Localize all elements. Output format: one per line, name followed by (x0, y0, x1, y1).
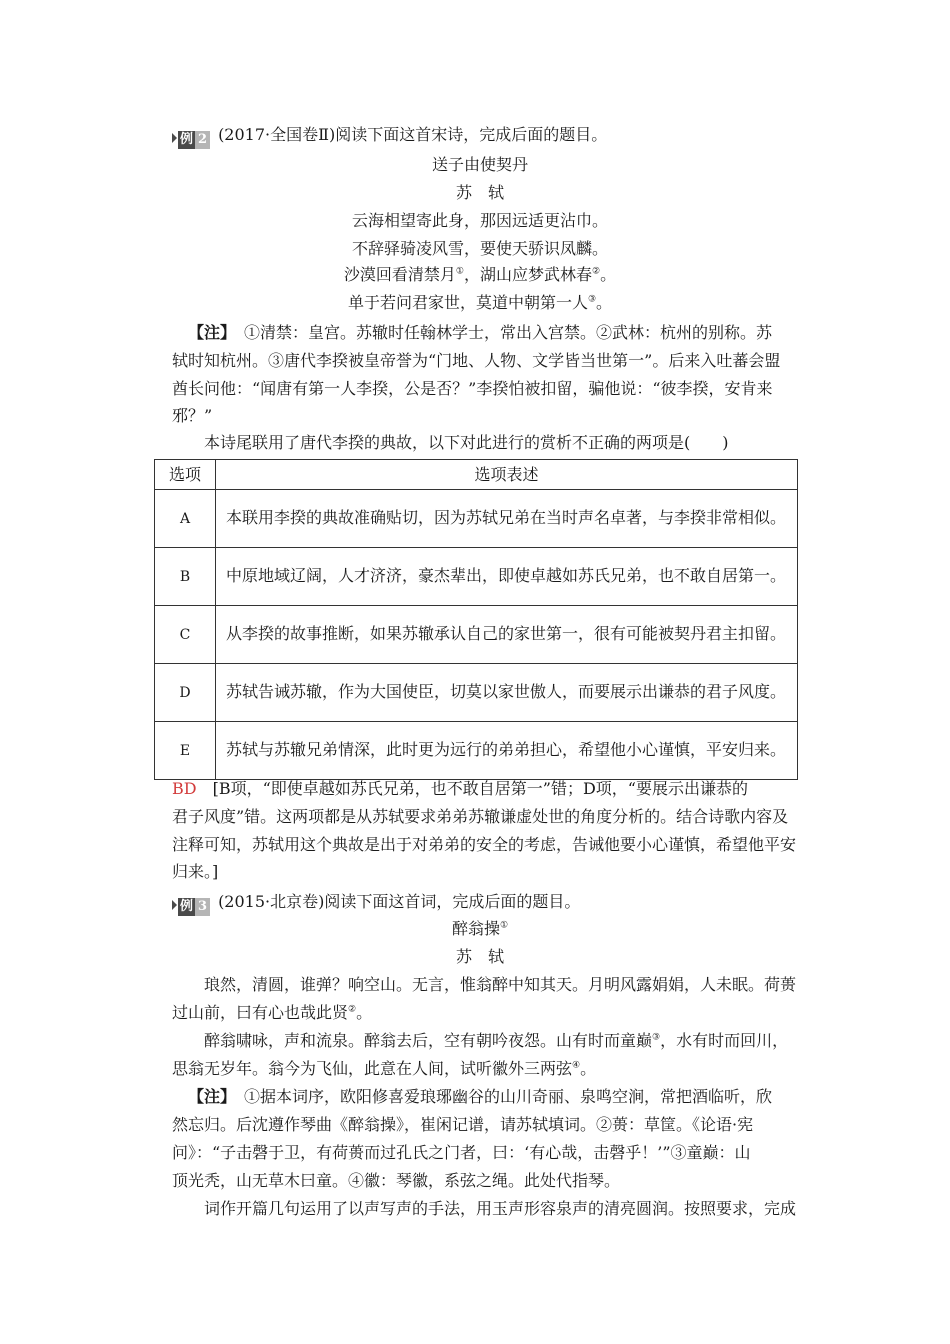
poem-line-3b: ，湖山应梦武林春 (463, 265, 592, 284)
table-row (155, 606, 798, 664)
table-header-row (155, 460, 798, 490)
option-letter: D (155, 664, 216, 722)
option-text: 中原地域辽阔，人才济济，豪杰辈出，即使卓越如苏氏兄弟，也不敢自居第一。 (216, 548, 798, 606)
ci-author: 苏 轼 (455, 947, 504, 966)
option-text: 从李揆的故事推断，如果苏辙承认自己的家世第一，很有可能被契丹君主扣留。 (216, 606, 798, 664)
note-3-line-2: 然忘归。后沈遵作琴曲《醉翁操》，崔闲记谱，请苏轼填词。②蒉：草筐。《论语·宪 (172, 1115, 754, 1134)
note-2-line-2: 轼时知杭州。③唐代李揆被皇帝誉为“门地、人物、文学皆当世第一”。后来入吐蕃会盟 (172, 351, 781, 370)
footnote-marker: ① (455, 266, 464, 277)
answer-line-2: 君子风度”错。这两项都是从苏轼要求弟弟苏辙谦虚处世的角度分析的。结合诗歌内容及 (172, 807, 789, 826)
example-3-tag (172, 894, 210, 912)
answer-line-1 (172, 778, 748, 800)
footnote-marker: ① (499, 920, 509, 931)
option-letter: E (155, 722, 216, 780)
footnote-marker: ② (348, 1004, 357, 1015)
option-text: 苏轼与苏辙兄弟情深，此时更为远行的弟弟担心，希望他小心谨慎，平安归来。 (216, 722, 798, 780)
poem-author: 苏 轼 (455, 183, 504, 202)
triangle-marker-icon (172, 133, 177, 143)
ci-body-line-2 (172, 1002, 372, 1024)
example-3-heading (172, 891, 580, 913)
note-2-text-1: ①清禁：皇宫。苏辙时任翰林学士，常出入宫禁。②武林：杭州的别称。苏 (244, 323, 773, 342)
table-row (155, 722, 798, 780)
poem-line-4b: 。 (596, 293, 613, 312)
answer-line-4: 归来。] (172, 862, 219, 881)
footnote-marker: ③ (587, 294, 597, 305)
example-3-intro: (2015·北京卷)阅读下面这首词，完成后面的题目。 (218, 892, 581, 911)
question-2: 本诗尾联用了唐代李揆的典故，以下对此进行的赏析不正确的两项是( ) (204, 433, 729, 452)
example-tag-number: 3 (195, 898, 210, 916)
note-3-line-4: 顶光秃，山无草木曰童。④徽：琴徽，系弦之绳。此处代指琴。 (172, 1171, 621, 1190)
example-tag-number: 2 (195, 131, 210, 149)
option-letter: B (155, 548, 216, 606)
question-3-line: 词作开篇几句运用了以声写声的手法，用玉声形容泉声的清亮圆润。按照要求，完成 (204, 1199, 797, 1218)
ci-title-text: 醉翁操 (451, 919, 500, 938)
table-row (155, 548, 798, 606)
note-label: 【注】 (188, 1087, 229, 1106)
example-2-heading (172, 124, 607, 146)
poem-line-3 (150, 264, 810, 286)
options-table (154, 459, 798, 780)
table-row (155, 664, 798, 722)
answer-text-1: [B项，“即使卓越如苏氏兄弟，也不敢自居第一”错；D项，“要展示出谦恭的 (212, 779, 748, 798)
example-tag-label: 例 (180, 131, 194, 147)
answer-key: BD (172, 779, 197, 798)
ci-body-line-2b: 。 (356, 1003, 373, 1022)
note-2-line-4: 邪？” (172, 406, 213, 425)
example-2-tag (172, 127, 210, 145)
ci-body-line-3b: ，水有时而回川， (660, 1031, 789, 1050)
table-row (155, 490, 798, 548)
footnote-marker: ③ (652, 1032, 661, 1043)
poem-line-4 (150, 292, 810, 314)
ci-body-line-3a: 醉翁啸咏，声和流泉。醉翁去后，空有朝吟夜怨。山有时而童巅 (204, 1031, 653, 1050)
note-3-line-3: 问》：“子击磬于卫，有荷蒉而过孔氏之门者，曰：‘有心哉，击磬乎！’”③童巅：山 (172, 1143, 751, 1162)
table-header-option: 选项 (155, 460, 216, 490)
note-3-line-1 (188, 1086, 772, 1108)
poem-line-4a: 单于若问君家世，莫道中朝第一人 (347, 293, 588, 312)
ci-body-line-1: 琅然，清圆，谁弹？响空山。无言，惟翁醉中知其天。月明风露娟娟，人未眠。荷蒉 (204, 975, 797, 994)
ci-body-line-4b: 。 (580, 1059, 597, 1078)
footnote-marker: ④ (572, 1060, 581, 1071)
ci-body-line-2a: 过山前，曰有心也哉此贤 (172, 1003, 349, 1022)
note-2-line-1 (188, 322, 772, 344)
ci-body-line-4a: 思翁无岁年。翁今为飞仙，此意在人间，试听徽外三两弦 (172, 1059, 573, 1078)
poem-title: 送子由使契丹 (431, 155, 528, 174)
note-3-text-1: ①据本词序，欧阳修喜爱琅琊幽谷的山川奇丽、泉鸣空涧，常把酒临听，欣 (244, 1087, 773, 1106)
option-text: 苏轼告诫苏辙，作为大国使臣，切莫以家世傲人，而要展示出谦恭的君子风度。 (216, 664, 798, 722)
example-tag-label: 例 (180, 898, 194, 914)
poem-line-3a: 沙漠回看清禁月 (343, 265, 456, 284)
poem-line-2: 不辞驿骑凌风雪，要使天骄识凤麟。 (351, 239, 608, 258)
triangle-marker-icon (172, 900, 177, 910)
note-label: 【注】 (188, 323, 229, 342)
option-letter: A (155, 490, 216, 548)
note-2-line-3: 酋长问他：“闻唐有第一人李揆，公是否？”李揆怕被扣留，骗他说：“彼李揆，安肯来 (172, 379, 773, 398)
poem-line-1: 云海相望寄此身，那因远适更沾巾。 (351, 211, 608, 230)
table-header-description: 选项表述 (216, 460, 798, 490)
option-letter: C (155, 606, 216, 664)
example-2-intro: (2017·全国卷Ⅱ)阅读下面这首宋诗，完成后面的题目。 (218, 125, 608, 144)
footnote-marker: ② (592, 266, 601, 277)
option-text: 本联用李揆的典故准确贴切，因为苏轼兄弟在当时声名卓著，与李揆非常相似。 (216, 490, 798, 548)
ci-body-line-3 (172, 1030, 788, 1052)
ci-body-line-4 (172, 1058, 596, 1080)
ci-title (150, 918, 810, 940)
answer-line-3: 注释可知，苏轼用这个典故是出于对弟弟的安全的考虑，告诫他要小心谨慎，希望他平安 (172, 835, 797, 854)
poem-line-3c: 。 (600, 265, 617, 284)
